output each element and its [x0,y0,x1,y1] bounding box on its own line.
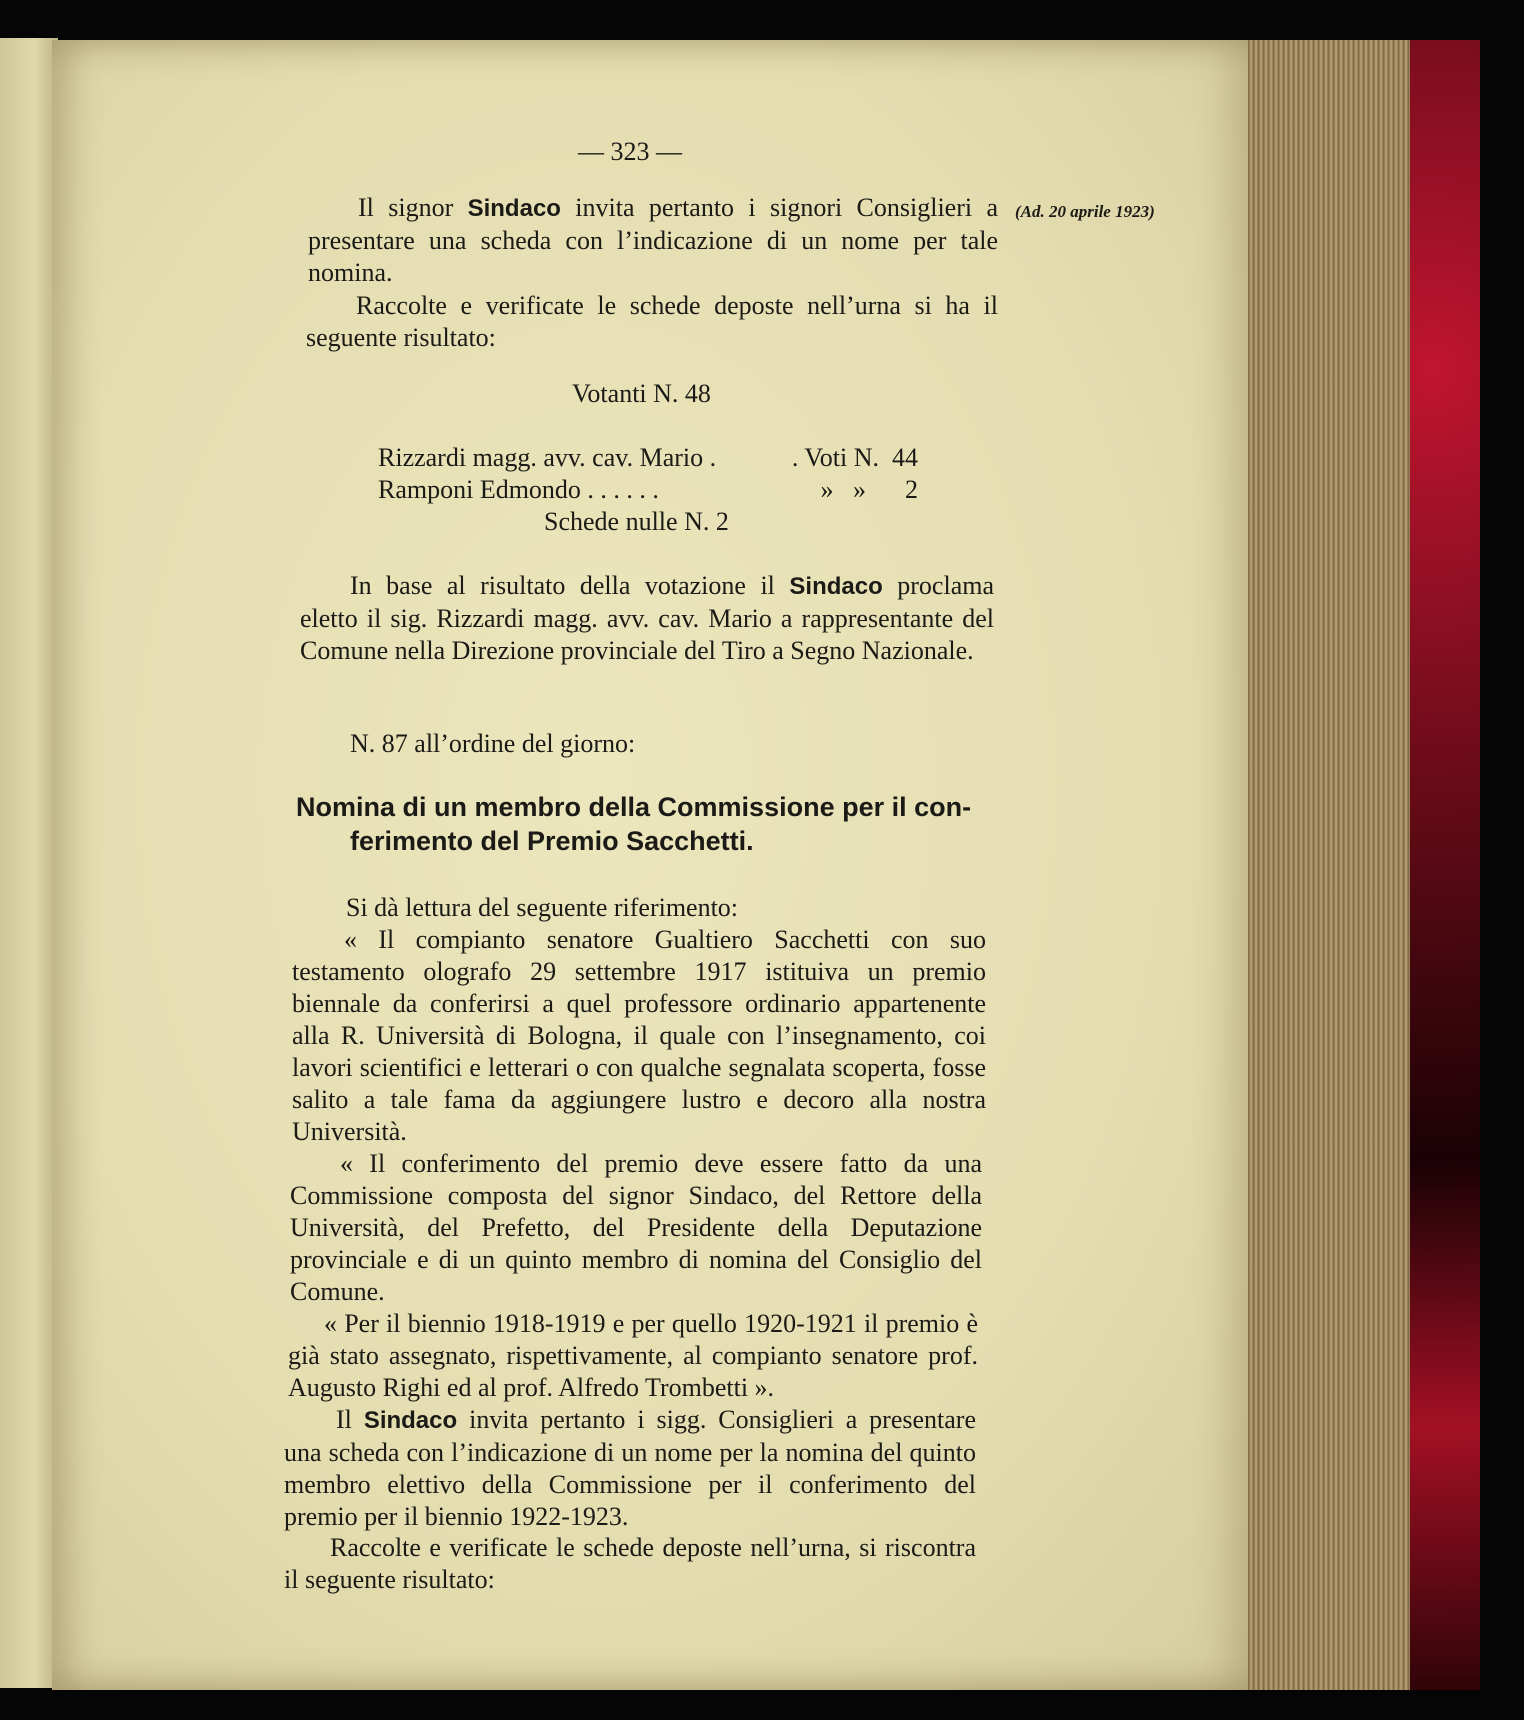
paragraph-proclamation: In base al risultato della votazione il Sindaco proclama eletto il sig. Rizzardi magg. avv. cav. Mario a rappresentante del Comune nella Direzione provinciale del Tiro a Segno Nazionale. [300,571,994,665]
agenda-item: N. 87 all’ordine del giorno: [350,729,636,758]
quote-paragraph-3: « Per il biennio 1918-1919 e per quello 1920-1921 il premio è già stato assegnato, rispettivamente, al compianto senatore prof. Augusto Righi ed al prof. Alfredo Trombetti ». [288,1309,978,1402]
margin-note: (Ad. 20 aprile 1923) [1015,202,1155,221]
quote-paragraph-2: « Il conferimento del premio deve essere fatto da una Commissione composta del signor Sindaco, del Rettore della Università, del Prefetto, del Presidente della Deputazione provinciale e di un quinto membro di nomina del Consiglio del Comune. [290,1149,982,1306]
vote-table [378,442,918,506]
vote-row: Rizzardi magg. avv. cav. Mario . . Voti N. 44 [378,443,918,472]
paragraph-second-invitation: Il Sindaco invita pertanto i sigg. Consiglieri a presentare una scheda con l’indicazione di un nome per la nomina del quinto membro elettivo della Commissione per il conferimento del premio per il biennio 1922-1923. [284,1405,976,1531]
vote-row: Ramponi Edmondo . . . . . . » » 2 [378,475,918,504]
paragraph-result-intro: Raccolte e verificate le schede deposte nell’urna si ha il seguente risultato: [306,291,998,352]
bold-sindaco: Sindaco [467,195,561,222]
bold-sindaco: Sindaco [789,573,883,600]
paragraph-reading: Si dà lettura del seguente riferimento: [346,893,739,922]
paragraph-final-result: Raccolte e verificate le schede deposte nell’urna, si riscontra il seguente risultato: [284,1533,976,1594]
paragraph-invitation: Il signor Sindaco invita pertanto i signori Consiglieri a presentare una scheda con l’indicazione di un nome per tale nomina. [308,193,998,287]
bold-sindaco: Sindaco [363,1407,458,1434]
voters-count: Votanti N. 48 [572,379,711,408]
quote-paragraph-1: « Il compianto senatore Gualtiero Sacchetti con suo testamento olografo 29 settembre 1917 istituiva un premio biennale da conferirsi a quel professore ordinario appartenente alla R. Università di Bologna, il quale con l’insegnamento, coi lavori scientifici e letterari o con qualche segnalata scoperta, fosse salito a tale fama da aggiungere lustro e decoro alla nostra Università. [292,925,986,1146]
section-heading: Nomina di un membro della Commissione per il con- ferimento del Premio Sacchetti. [296,792,972,856]
page-number: — 323 — [578,137,682,166]
null-ballots: Schede nulle N. 2 [544,507,729,536]
